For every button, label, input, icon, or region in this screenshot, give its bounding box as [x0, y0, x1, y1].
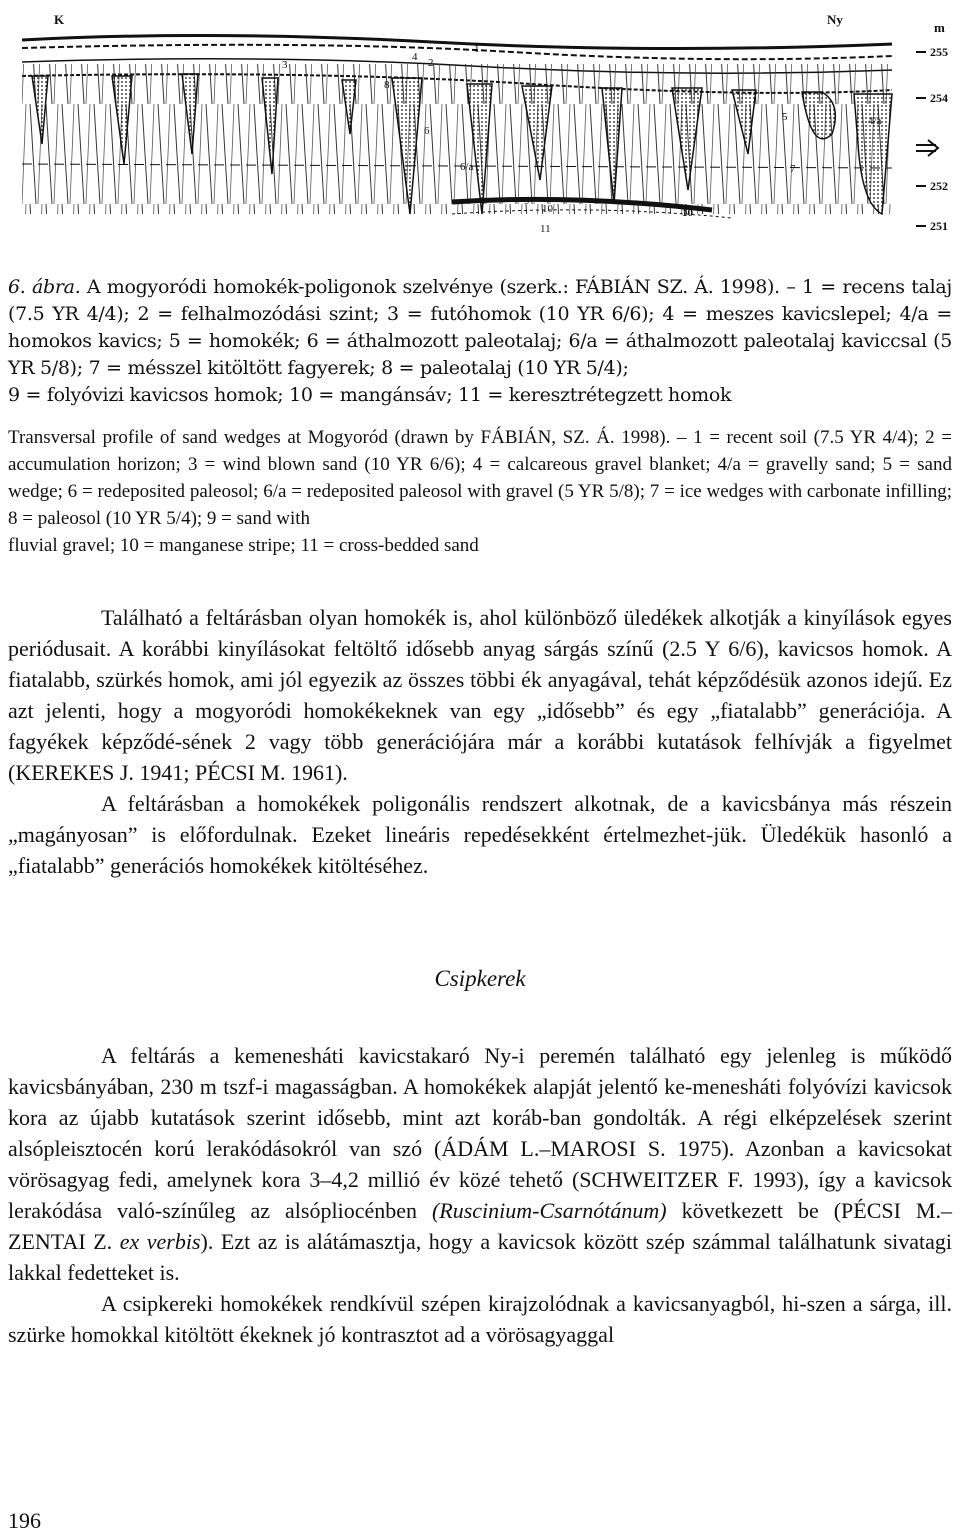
paragraph-text: A feltárás a kemenesháti kavicstakaró Ny-i peremén található egy jelenleg is működő kavicsbányában, 230 m tszf-i magasságban. A homokékek alapját jelentő ke-menesháti folyóvízi kavicsok kora az újabb kutatások szerint idősebb, mint azt koráb-ban gondolták. A régi elképzelések szerint alsópleisztocén korú lerakódásokról van szó (ÁDÁM L.–MAROSI S. 1975). Azonban a kavicsokat vörösagyag fedi, amelynek kora 3–4,2 millió év közé tehető (SCHWEITZER F. 1993), így a kavicsok lerakódása való-színűleg az alsópliocénben — [8, 1043, 952, 1223]
figure-caption-english — [8, 424, 952, 559]
layer-label: 6 — [424, 125, 430, 137]
layer-label: 9 — [524, 195, 530, 207]
layer-label: 10 — [542, 203, 553, 215]
elevation-ticks — [916, 52, 926, 226]
east-label: Ny — [827, 12, 843, 27]
elev-254: 254 — [930, 91, 948, 105]
layer-label: 11 — [540, 223, 551, 235]
paragraph — [8, 1040, 952, 1288]
layer-label: 2 — [428, 57, 434, 69]
profile-drawing — [12, 4, 952, 252]
elev-252: 252 — [930, 179, 948, 193]
layer-label: 7 — [790, 163, 796, 175]
paragraph-text: ). Ezt az is alátámasztja, hogy a kavicsok között szép számmal találhatunk sivatagi lakkal fedetteket is. — [8, 1229, 953, 1285]
page-number: 196 — [8, 1508, 41, 1533]
caption-hu-text: A mogyoródi homokék-poligonok szelvénye (szerk.: FÁBIÁN SZ. Á. 1998). – 1 = recens talaj (7.5 YR 4/4); 2 = felhalmozódási szint; 3 = futóhomok (10 YR 6/6); 4 = meszes kavicslepel; 4/a = homokos kavics; 5 = homokék; 6 = áthalmozott paleotalaj; 6/a = áthalmozott paleotalaj kaviccsal (5 YR 5/8); 7 = mésszel kitöltött fagyerek; 8 = paleotalaj (10 YR 5/4); — [8, 276, 952, 379]
unit-label: m — [934, 20, 945, 35]
elev-251: 251 — [930, 219, 948, 233]
layer-label: 4 — [412, 51, 418, 63]
paragraph: Található a feltárásban olyan homokék is, ahol különböző üledékek alkotják a kinyílások egyes periódusait. A korábbi kinyílásokat feltöltő idősebb anyag sárgás színű (2.5 Y 6/6), kavicsos homok. A fiatalabb, szürkés homok, ami jól egyezik az összes többi ék anyagával, tehát képződésük azonos idejű. Ez azt jelenti, hogy a mogyoródi homokékeknek van egy „idősebb” és egy „fiatalabb” generációja. A fagyékek képződé-sének 2 vagy több generációjára már a korábbi kutatások felhívják a figyelmet (KEREKES J. 1941; PÉCSI M. 1961). — [8, 605, 952, 785]
layer-label: 6/a — [460, 161, 474, 173]
layer-label: 1 — [474, 43, 480, 55]
layer-label: 3 — [282, 59, 288, 71]
layer-label: 4/a — [868, 115, 882, 127]
layer-label: 5 — [782, 111, 788, 123]
body-section-mogyorod — [8, 602, 952, 881]
paragraph: A feltárásban a homokékek poligonális rendszert alkotnak, de a kavicsbánya más részein „magányosan” is előfordulnak. Ezeket lineáris repedésekként értelmezhet-jük. Üledékük hasonló a „fiatalabb” generációs homokékek kitöltéséhez. — [8, 791, 952, 878]
italic-text: (Ruscinium-Csarnótánum) — [431, 1198, 667, 1223]
caption-hu-last-line: 9 = folyóvizi kavicsos homok; 10 = mangánsáv; 11 = keresztrétegzett homok — [8, 384, 732, 406]
layer-label: 8 — [384, 79, 390, 91]
italic-text: ex verbis — [119, 1229, 201, 1254]
profile-figure — [12, 4, 952, 252]
figure-caption-hungarian — [8, 274, 952, 409]
paragraph-text: következett be (PÉCSI M.–ZENTAI Z. — [8, 1198, 952, 1254]
arrow-icon — [916, 140, 938, 156]
west-label: K — [54, 12, 65, 27]
caption-en-text: Transversal profile of sand wedges at Mogyoród (drawn by FÁBIÁN, SZ. Á. 1998). – 1 = recent soil (7.5 YR 4/4); 2 = accumulation horizon; 3 = wind blown sand (10 YR 6/6); 4 = calcareous gravel blanket; 4/a = gravelly sand; 5 = sand wedge; 6 = redeposited paleosol; 6/a = redeposited paleosol with gravel (5 YR 5/8); 7 = ice wedges with carbonate infilling; 8 = paleosol (10 YR 5/4); 9 = sand with — [8, 427, 952, 529]
layer-label: 10 — [682, 207, 693, 219]
section-heading: Csipkerek — [434, 966, 526, 991]
elev-255: 255 — [930, 45, 948, 59]
soil-layers — [22, 35, 892, 218]
body-section-csipkerek — [8, 1040, 952, 1350]
figure-label: 6. ábra. — [8, 276, 81, 298]
caption-en-last-line: fluvial gravel; 10 = manganese stripe; 11 = cross-bedded sand — [8, 535, 479, 556]
paragraph: A csipkereki homokékek rendkívül szépen kirajzolódnak a kavicsanyagból, hi-szen a sárga, ill. szürke homokkal kitöltött ékeknek jó kontrasztot ad a vörösagyaggal — [8, 1291, 952, 1347]
